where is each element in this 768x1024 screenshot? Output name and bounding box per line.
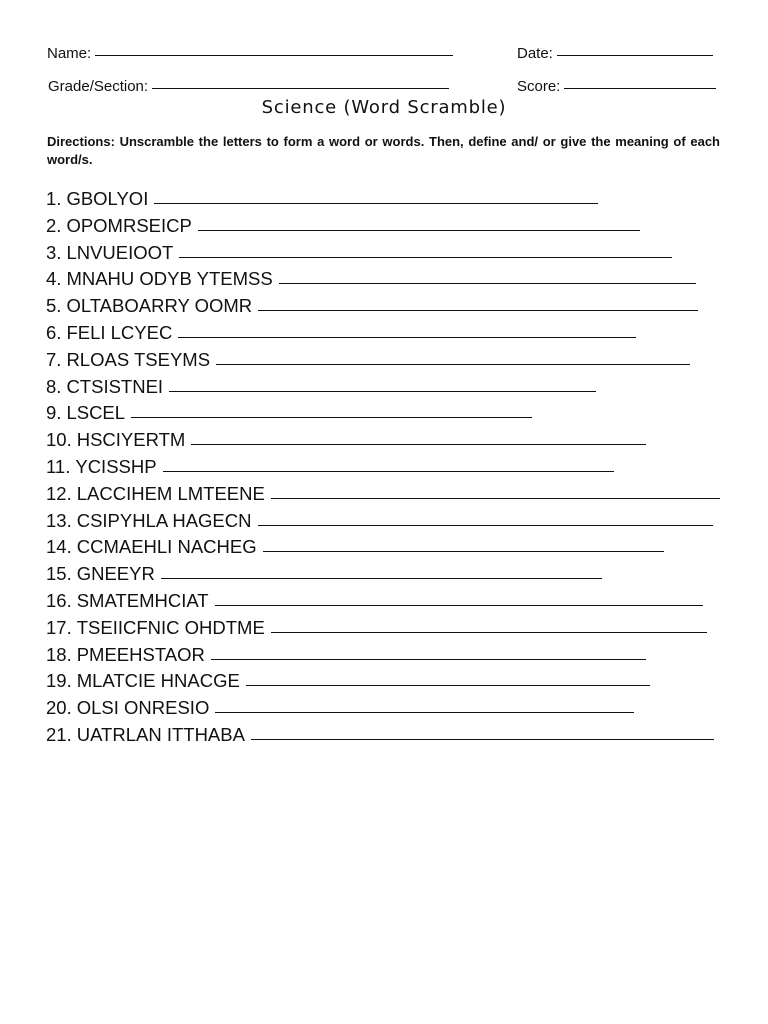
scramble-item bbox=[46, 536, 736, 563]
answer-blank-line[interactable] bbox=[271, 631, 707, 633]
scramble-item bbox=[46, 349, 736, 376]
answer-blank-line[interactable] bbox=[271, 497, 720, 499]
scramble-item bbox=[46, 590, 736, 617]
scrambled-word: OLSI ONRESIO bbox=[76, 697, 210, 719]
scrambled-word: GBOLYOI bbox=[66, 188, 149, 209]
scramble-item bbox=[46, 456, 736, 483]
scrambled-word: UATRLAN ITTHABA bbox=[76, 723, 245, 745]
scramble-item bbox=[46, 295, 736, 322]
scramble-item bbox=[46, 268, 736, 295]
item-number: 13. bbox=[46, 509, 72, 531]
answer-blank-line[interactable] bbox=[191, 443, 646, 445]
scramble-item bbox=[46, 322, 736, 349]
scrambled-word: RLOAS TSEYMS bbox=[66, 348, 211, 370]
grade-section-label: Grade/Section: bbox=[48, 78, 149, 95]
scramble-item bbox=[46, 483, 736, 510]
item-number: 17. bbox=[46, 616, 72, 638]
scrambled-word: SMATEMHCIAT bbox=[76, 589, 209, 611]
item-number: 20. bbox=[46, 697, 72, 719]
scrambled-word: MLATCIE HNACGE bbox=[76, 670, 240, 692]
scramble-item bbox=[46, 215, 736, 242]
item-number: 9. bbox=[46, 402, 62, 424]
scramble-item bbox=[46, 376, 736, 403]
scramble-item bbox=[46, 617, 736, 644]
answer-blank-line[interactable] bbox=[211, 658, 646, 660]
scrambled-word: LACCIHEM LMTEENE bbox=[76, 482, 265, 504]
item-number: 2. bbox=[46, 214, 62, 236]
answer-blank-line[interactable] bbox=[263, 550, 664, 552]
item-number: 12. bbox=[46, 482, 72, 504]
grade-section-field-row bbox=[48, 78, 449, 95]
date-blank-line[interactable] bbox=[557, 54, 713, 56]
scramble-item bbox=[46, 402, 736, 429]
item-number: 6. bbox=[46, 321, 62, 343]
answer-blank-line[interactable] bbox=[198, 229, 640, 231]
answer-blank-line[interactable] bbox=[178, 336, 636, 338]
answer-blank-line[interactable] bbox=[258, 524, 714, 526]
scramble-item bbox=[46, 429, 736, 456]
item-number: 15. bbox=[46, 563, 72, 585]
grade-section-blank-line[interactable] bbox=[152, 87, 449, 89]
answer-blank-line[interactable] bbox=[279, 282, 696, 284]
item-number: 1. bbox=[46, 188, 62, 209]
scrambled-word: LSCEL bbox=[66, 402, 126, 424]
name-field-row bbox=[47, 45, 453, 62]
score-label: Score: bbox=[517, 78, 561, 95]
answer-blank-line[interactable] bbox=[154, 202, 598, 204]
name-blank-line[interactable] bbox=[95, 54, 453, 56]
scramble-item bbox=[46, 670, 736, 697]
directions-text: Directions: Unscramble the letters to form a word or words. Then, define and/ or give the meaning of each word/s. bbox=[47, 134, 720, 167]
item-number: 14. bbox=[46, 536, 72, 558]
scrambled-word: HSCIYERTM bbox=[76, 429, 186, 451]
item-number: 18. bbox=[46, 643, 72, 665]
scrambled-word: TSEIICFNIC OHDTME bbox=[76, 616, 265, 638]
answer-blank-line[interactable] bbox=[161, 577, 602, 579]
page-title: Science (Word Scramble) bbox=[261, 97, 507, 118]
answer-blank-line[interactable] bbox=[169, 390, 596, 392]
answer-blank-line[interactable] bbox=[179, 256, 672, 258]
item-number: 7. bbox=[46, 348, 62, 370]
scrambled-word: CTSISTNEI bbox=[66, 375, 164, 397]
scrambled-word: OPOMRSEICP bbox=[66, 214, 192, 236]
answer-blank-line[interactable] bbox=[246, 684, 650, 686]
item-number: 19. bbox=[46, 670, 72, 692]
answer-blank-line[interactable] bbox=[258, 309, 698, 311]
scrambled-word: OLTABOARRY OOMR bbox=[66, 295, 253, 317]
scrambled-word: CCMAEHLI NACHEG bbox=[76, 536, 257, 558]
score-blank-line[interactable] bbox=[564, 87, 716, 89]
scramble-item bbox=[46, 724, 736, 751]
scramble-list bbox=[46, 188, 736, 751]
scramble-item bbox=[46, 563, 736, 590]
item-number: 21. bbox=[46, 723, 72, 745]
scrambled-word: PMEEHSTAOR bbox=[76, 643, 205, 665]
answer-blank-line[interactable] bbox=[215, 604, 703, 606]
item-number: 10. bbox=[46, 429, 72, 451]
answer-blank-line[interactable] bbox=[251, 738, 714, 740]
item-number: 8. bbox=[46, 375, 62, 397]
name-label: Name: bbox=[47, 45, 92, 62]
date-label: Date: bbox=[517, 45, 553, 62]
score-field-row bbox=[517, 78, 716, 95]
item-number: 11. bbox=[46, 455, 71, 477]
date-field-row bbox=[517, 45, 713, 62]
answer-blank-line[interactable] bbox=[163, 470, 614, 472]
scramble-item bbox=[46, 697, 736, 724]
item-number: 16. bbox=[46, 589, 72, 611]
item-number: 4. bbox=[46, 268, 62, 290]
scrambled-word: MNAHU ODYB YTEMSS bbox=[66, 268, 273, 290]
answer-blank-line[interactable] bbox=[215, 711, 634, 713]
scrambled-word: CSIPYHLA HAGECN bbox=[76, 509, 252, 531]
answer-blank-line[interactable] bbox=[216, 363, 690, 365]
item-number: 3. bbox=[46, 241, 62, 263]
answer-blank-line[interactable] bbox=[131, 416, 532, 418]
scrambled-word: FELI LCYEC bbox=[66, 321, 173, 343]
scrambled-word: YCISSHP bbox=[75, 455, 157, 477]
item-number: 5. bbox=[46, 295, 62, 317]
scrambled-word: LNVUEIOOT bbox=[66, 241, 174, 263]
scramble-item bbox=[46, 188, 736, 215]
scramble-item bbox=[46, 242, 736, 269]
scramble-item bbox=[46, 510, 736, 537]
scramble-item bbox=[46, 644, 736, 671]
scrambled-word: GNEEYR bbox=[76, 563, 155, 585]
